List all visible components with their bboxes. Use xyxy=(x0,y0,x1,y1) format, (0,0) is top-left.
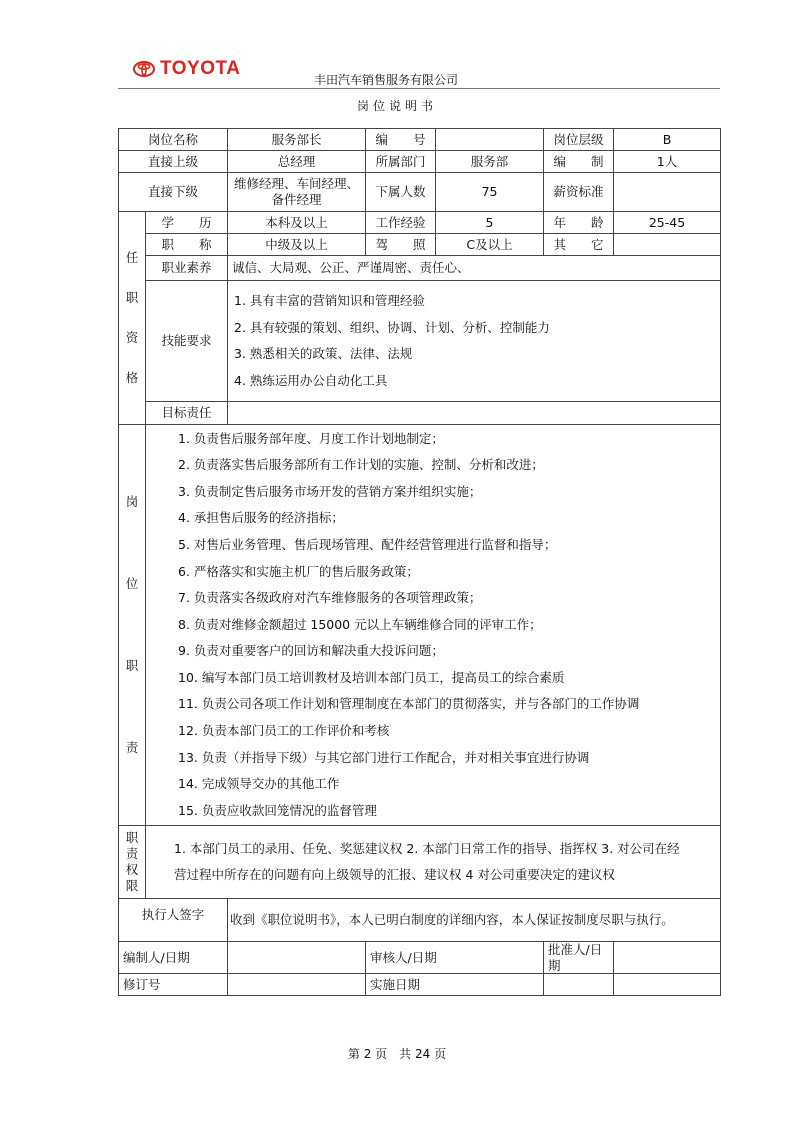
toyota-emblem-icon xyxy=(133,61,155,77)
label-signature: 执行人签字 xyxy=(119,899,228,942)
skill-item: 2. 具有较强的策划、组织、协调、计划、分析、控制能力 xyxy=(234,319,550,335)
label-approver: 批准人/日期 xyxy=(544,942,614,974)
label-level: 岗位层级 xyxy=(544,129,614,151)
label-superior: 直接上级 xyxy=(119,151,228,173)
vertical-char: 任 xyxy=(125,250,139,265)
label-skills: 技能要求 xyxy=(146,281,228,402)
row-signature xyxy=(119,899,721,942)
label-title: 职 称 xyxy=(146,234,228,256)
skill-item: 1. 具有丰富的营销知识和管理经验 xyxy=(234,293,425,308)
authority-section-label xyxy=(119,826,146,899)
logo-text: TOYOTA xyxy=(160,58,241,79)
label-reviewer xyxy=(366,942,544,974)
value-position-name: 服务部长 xyxy=(228,129,366,151)
label-education: 学 历 xyxy=(146,212,228,234)
value-professionalism: 诚信、大局观、公正、严谨周密、责任心、 xyxy=(228,256,721,281)
duty-item: 1. 负责售后服务部年度、月度工作计划地制定； xyxy=(178,430,444,446)
duty-item: 2. 负责落实售后服务部所有工作计划的实施、控制、分析和改进； xyxy=(178,457,544,473)
row-position xyxy=(119,129,721,151)
value-license: C及以上 xyxy=(436,234,544,256)
vertical-char: 责 xyxy=(125,740,139,755)
label-effective-date: 实施日期 xyxy=(366,974,544,996)
value-experience: 5 xyxy=(436,212,544,234)
label-staff-count: 下属人数 xyxy=(366,173,436,212)
duty-item: 12. 负责本部门员工的工作评价和考核 xyxy=(178,723,390,739)
blank-cell xyxy=(614,974,721,996)
label-number: 编 号 xyxy=(366,129,436,151)
row-duties xyxy=(119,425,721,826)
row-professionalism xyxy=(119,256,721,281)
duty-item: 9. 负责对重要客户的回访和解决重大投诉问题； xyxy=(178,643,444,659)
duty-item: 3. 负责制定售后服务市场开发的营销方案并组织实施； xyxy=(178,483,482,499)
vertical-char: 职 xyxy=(125,830,139,845)
row-superior xyxy=(119,151,721,173)
value-salary xyxy=(614,173,721,212)
reviewer-label-text: 审核人/日期 xyxy=(370,949,437,965)
label-experience: 工作经验 xyxy=(366,212,436,234)
qualification-section-label xyxy=(119,212,146,425)
value-superior: 总经理 xyxy=(228,151,366,173)
signature-text: 收到《职位说明书》，本人已明白制度的详细内容，本人保证按制度尽职与执行。 xyxy=(228,899,721,942)
duty-item: 8. 负责对维修金额超过 15000 元以上车辆维修合同的评审工作； xyxy=(178,616,542,632)
value-approver[interactable] xyxy=(614,942,721,974)
job-description-table xyxy=(118,128,721,996)
label-editor: 编制人/日期 xyxy=(119,942,228,974)
row-subordinate xyxy=(119,173,721,212)
value-revision[interactable] xyxy=(228,974,366,996)
vertical-char: 责 xyxy=(125,846,139,861)
value-age: 25-45 xyxy=(614,212,721,234)
duty-item: 11. 负责公司各项工作计划和管理制度在本部门的贯彻落实，并与各部门的工作协调 xyxy=(178,696,640,712)
duty-item: 13. 负责（并指导下级）与其它部门进行工作配合，并对相关事宜进行协调 xyxy=(178,749,590,765)
value-title: 中级及以上 xyxy=(228,234,366,256)
duty-item: 15. 负责应收款回笼情况的监督管理 xyxy=(178,802,377,818)
duty-item: 7. 负责落实各级政府对汽车维修服务的各项管理政策； xyxy=(178,590,482,606)
vertical-char: 格 xyxy=(125,370,139,385)
value-headcount: 1人 xyxy=(614,151,721,173)
value-staff-count: 75 xyxy=(436,173,544,212)
row-authority xyxy=(119,826,721,899)
skill-item: 4. 熟练运用办公自动化工具 xyxy=(234,372,388,388)
value-other xyxy=(614,234,721,256)
document-title: 岗位说明书 xyxy=(356,99,437,113)
vertical-char: 限 xyxy=(125,878,139,893)
vertical-char: 资 xyxy=(125,330,139,345)
vertical-char: 职 xyxy=(125,290,139,305)
row-education xyxy=(119,212,721,234)
duty-section-label xyxy=(119,425,146,826)
value-editor[interactable] xyxy=(228,942,366,974)
toyota-logo xyxy=(133,58,240,80)
vertical-char: 岗 xyxy=(125,494,139,509)
label-subordinate: 直接下级 xyxy=(119,173,228,212)
row-skills xyxy=(119,281,721,402)
company-name: 丰田汽车销售服务有限公司 xyxy=(314,73,459,87)
value-number xyxy=(436,129,544,151)
duty-item: 14. 完成领导交办的其他工作 xyxy=(178,776,340,792)
label-department: 所属部门 xyxy=(366,151,436,173)
label-license: 驾 照 xyxy=(366,234,436,256)
value-effective-date[interactable] xyxy=(544,974,614,996)
label-position-name: 岗位名称 xyxy=(119,129,228,151)
duty-vertical-text xyxy=(119,482,145,768)
row-revision xyxy=(119,974,721,996)
duty-item: 5. 对售后业务管理、售后现场管理、配件经营管理进行监督和指导； xyxy=(178,536,557,552)
qualification-vertical-text xyxy=(119,238,145,398)
label-target: 目标责任 xyxy=(146,402,228,425)
authority-vertical-text xyxy=(119,830,145,894)
value-education: 本科及以上 xyxy=(228,212,366,234)
label-professionalism: 职业素养 xyxy=(146,256,228,281)
row-target xyxy=(119,402,721,425)
row-title xyxy=(119,234,721,256)
duty-item: 10. 编写本部门员工培训教材及培训本部门员工，提高员工的综合素质 xyxy=(178,669,565,685)
value-department: 服务部 xyxy=(436,151,544,173)
label-other: 其 它 xyxy=(544,234,614,256)
skills-list xyxy=(228,281,721,402)
row-approval xyxy=(119,942,721,974)
value-target xyxy=(228,402,721,425)
vertical-char: 权 xyxy=(125,862,139,877)
skill-item: 3. 熟悉相关的政策、法律、法规 xyxy=(234,346,413,361)
vertical-char: 位 xyxy=(125,576,139,591)
value-subordinate: 维修经理、车间经理、备件经理 xyxy=(228,173,366,212)
page-number: 第 2 页 共 24 页 xyxy=(347,1047,447,1061)
value-level: B xyxy=(614,129,721,151)
vertical-char: 职 xyxy=(125,658,139,673)
label-revision: 修订号 xyxy=(119,974,228,996)
duty-item: 4. 承担售后服务的经济指标； xyxy=(178,510,344,526)
label-salary: 薪资标准 xyxy=(544,173,614,212)
duty-item: 6. 严格落实和实施主机厂的售后服务政策； xyxy=(178,563,419,579)
duties-list xyxy=(146,425,721,826)
header-divider xyxy=(118,88,720,89)
authority-text: 1. 本部门员工的录用、任免、奖惩建议权 2. 本部门日常工作的指导、指挥权 3. 对公司在经营过程中所存在的问题有向上级领导的汇报、建议权 4 对公司重要决定的建议权 xyxy=(146,826,721,899)
label-age: 年 龄 xyxy=(544,212,614,234)
label-headcount: 编 制 xyxy=(544,151,614,173)
